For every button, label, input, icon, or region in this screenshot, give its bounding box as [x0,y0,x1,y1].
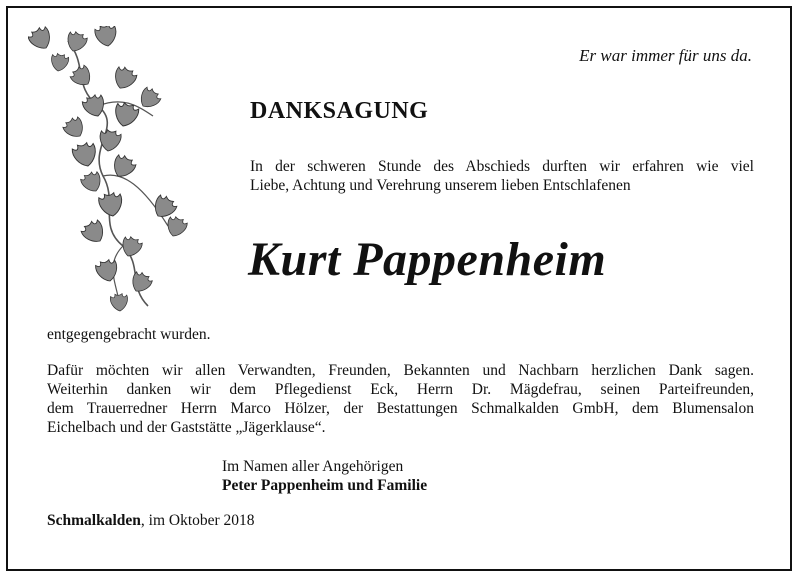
signature-names: Peter Pappenheim und Familie [222,477,428,494]
thanks-line: Eichelbach und der Gaststätte „Jägerklause“. [47,419,326,436]
signature-block [222,457,427,495]
intro-line: In der schweren Stunde des Abschieds durften wir erfahren wie viel [250,158,754,175]
page-title: DANKSAGUNG [250,98,429,124]
thanks-paragraph [47,361,754,437]
ivy-vine-icon [28,26,188,316]
thanks-line: Weiterhin danken wir dem Pflegedienst Eck, Herrn Dr. Mägdefrau, seinen Parteifreunden, [47,381,754,398]
place-town: Schmalkalden [47,512,141,529]
intro-paragraph [250,157,754,195]
motto-text: Er war immer für uns da. [579,46,752,65]
deceased-name: Kurt Pappenheim [248,233,607,286]
thanks-line: Dafür möchten wir allen Verwandten, Freunden, Bekannten und Nachbarn herzlichen Dank sagen. [47,362,754,379]
place-date [47,512,255,530]
thanks-line: dem Trauerredner Herrn Marco Hölzer, der Bestattungen Schmalkalden GmbH, dem Blumensalon [47,400,754,417]
place-date-text: , im Oktober 2018 [140,512,255,529]
continuation-text: entgegengebracht wurden. [47,326,211,343]
intro-line: Liebe, Achtung und Verehrung unserem lieben Entschlafenen [250,177,631,194]
signature-intro: Im Namen aller Angehörigen [222,458,404,475]
